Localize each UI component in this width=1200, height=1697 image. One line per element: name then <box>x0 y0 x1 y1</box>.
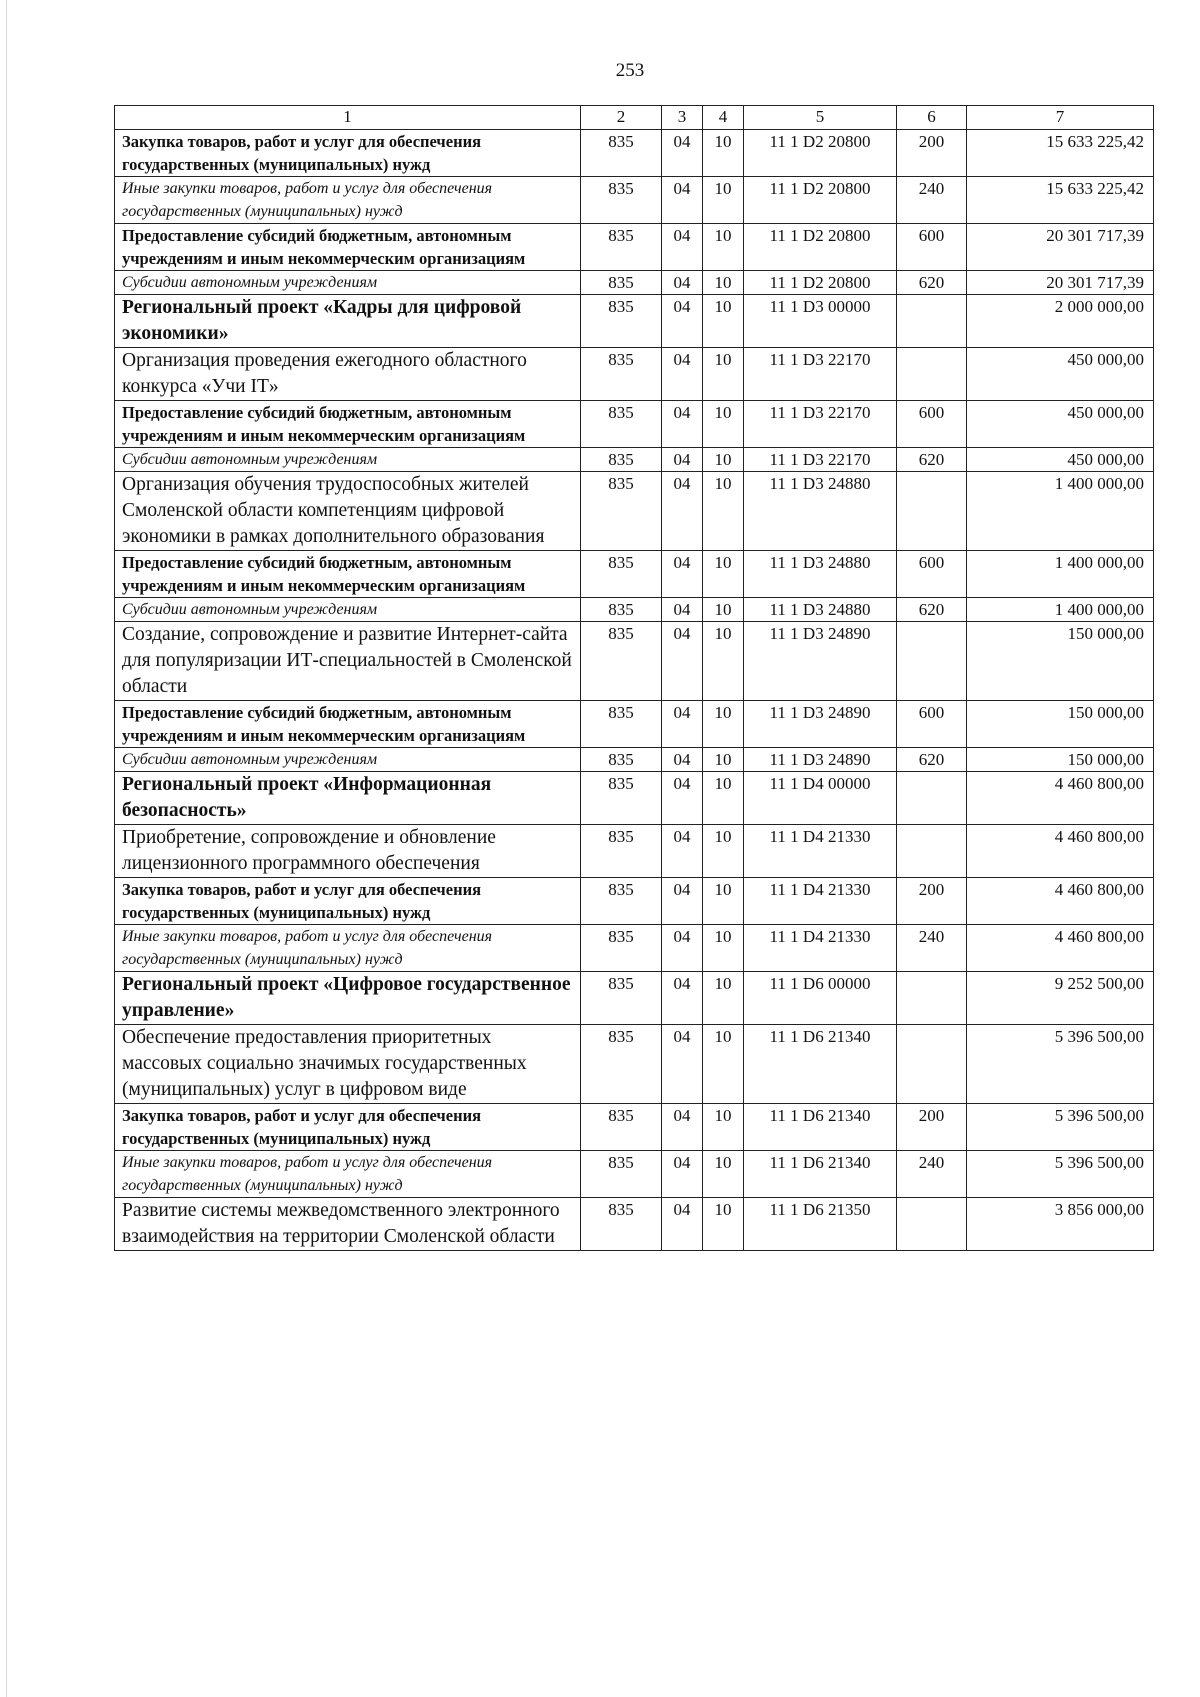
section-code: 04 <box>662 551 703 598</box>
row-name: Предоставление субсидий бюджетным, автономным учреждениям и иным некоммерческим организациям <box>115 551 581 598</box>
row-name: Субсидии автономным учреждениям <box>115 748 581 772</box>
target-article-code: 11 1 D4 21330 <box>744 825 897 878</box>
target-article-code: 11 1 D6 00000 <box>744 972 897 1025</box>
budget-table-body <box>115 106 1154 1251</box>
table-row <box>115 1104 1154 1151</box>
amount: 4 460 800,00 <box>967 772 1154 825</box>
section-code: 04 <box>662 271 703 295</box>
target-article-code: 11 1 D3 24880 <box>744 551 897 598</box>
expense-type-code <box>897 1025 967 1104</box>
target-article-code: 11 1 D6 21340 <box>744 1025 897 1104</box>
table-row <box>115 271 1154 295</box>
amount: 1 400 000,00 <box>967 598 1154 622</box>
section-code: 04 <box>662 878 703 925</box>
ministry-code: 835 <box>581 972 662 1025</box>
section-code: 04 <box>662 1198 703 1251</box>
amount: 20 301 717,39 <box>967 224 1154 271</box>
subsection-code: 10 <box>703 925 744 972</box>
target-article-code: 11 1 D2 20800 <box>744 271 897 295</box>
amount: 5 396 500,00 <box>967 1151 1154 1198</box>
subsection-code: 10 <box>703 1151 744 1198</box>
table-row <box>115 701 1154 748</box>
row-name: Субсидии автономным учреждениям <box>115 271 581 295</box>
row-name: Приобретение, сопровождение и обновление лицензионного программного обеспечения <box>115 825 581 878</box>
amount: 450 000,00 <box>967 448 1154 472</box>
ministry-code: 835 <box>581 1104 662 1151</box>
row-name: Субсидии автономным учреждениям <box>115 448 581 472</box>
target-article-code: 11 1 D3 24890 <box>744 701 897 748</box>
table-row <box>115 130 1154 177</box>
ministry-code: 835 <box>581 448 662 472</box>
subsection-code: 10 <box>703 622 744 701</box>
subsection-code: 10 <box>703 401 744 448</box>
scan-margin-line <box>6 0 7 1697</box>
target-article-code: 11 1 D2 20800 <box>744 224 897 271</box>
expense-type-code <box>897 295 967 348</box>
row-name: Создание, сопровождение и развитие Интернет-сайта для популяризации ИТ-специальностей в Смоленской области <box>115 622 581 701</box>
expense-type-code <box>897 348 967 401</box>
row-name: Развитие системы межведомственного электронного взаимодействия на территории Смоленской области <box>115 1198 581 1251</box>
section-code: 04 <box>662 348 703 401</box>
target-article-code: 11 1 D4 21330 <box>744 925 897 972</box>
target-article-code: 11 1 D4 00000 <box>744 772 897 825</box>
table-row <box>115 972 1154 1025</box>
section-code: 04 <box>662 1151 703 1198</box>
column-number: 4 <box>703 106 744 130</box>
subsection-code: 10 <box>703 271 744 295</box>
column-number: 3 <box>662 106 703 130</box>
target-article-code: 11 1 D3 22170 <box>744 448 897 472</box>
expense-type-code: 240 <box>897 925 967 972</box>
table-row <box>115 772 1154 825</box>
amount: 3 856 000,00 <box>967 1198 1154 1251</box>
expense-type-code: 620 <box>897 448 967 472</box>
ministry-code: 835 <box>581 1198 662 1251</box>
section-code: 04 <box>662 925 703 972</box>
ministry-code: 835 <box>581 622 662 701</box>
row-name: Предоставление субсидий бюджетным, автономным учреждениям и иным некоммерческим организациям <box>115 401 581 448</box>
subsection-code: 10 <box>703 130 744 177</box>
target-article-code: 11 1 D3 24880 <box>744 598 897 622</box>
subsection-code: 10 <box>703 224 744 271</box>
amount: 15 633 225,42 <box>967 130 1154 177</box>
ministry-code: 835 <box>581 401 662 448</box>
column-number: 1 <box>115 106 581 130</box>
ministry-code: 835 <box>581 130 662 177</box>
row-name: Региональный проект «Цифровое государственное управление» <box>115 972 581 1025</box>
page-number: 253 <box>615 60 645 81</box>
subsection-code: 10 <box>703 772 744 825</box>
ministry-code: 835 <box>581 348 662 401</box>
target-article-code: 11 1 D3 24890 <box>744 748 897 772</box>
target-article-code: 11 1 D2 20800 <box>744 130 897 177</box>
expense-type-code <box>897 622 967 701</box>
column-number: 6 <box>897 106 967 130</box>
ministry-code: 835 <box>581 825 662 878</box>
subsection-code: 10 <box>703 295 744 348</box>
table-row <box>115 348 1154 401</box>
target-article-code: 11 1 D3 24890 <box>744 622 897 701</box>
column-number: 5 <box>744 106 897 130</box>
subsection-code: 10 <box>703 472 744 551</box>
expense-type-code: 200 <box>897 878 967 925</box>
expense-type-code <box>897 825 967 878</box>
ministry-code: 835 <box>581 925 662 972</box>
ministry-code: 835 <box>581 772 662 825</box>
section-code: 04 <box>662 1104 703 1151</box>
subsection-code: 10 <box>703 448 744 472</box>
section-code: 04 <box>662 130 703 177</box>
table-row <box>115 551 1154 598</box>
row-name: Предоставление субсидий бюджетным, автономным учреждениям и иным некоммерческим организациям <box>115 701 581 748</box>
expense-type-code: 240 <box>897 177 967 224</box>
row-name: Закупка товаров, работ и услуг для обеспечения государственных (муниципальных) нужд <box>115 1104 581 1151</box>
table-row <box>115 448 1154 472</box>
target-article-code: 11 1 D6 21340 <box>744 1151 897 1198</box>
expense-type-code: 620 <box>897 598 967 622</box>
expense-type-code: 240 <box>897 1151 967 1198</box>
expense-type-code: 620 <box>897 271 967 295</box>
row-name: Региональный проект «Информационная безопасность» <box>115 772 581 825</box>
ministry-code: 835 <box>581 224 662 271</box>
expense-type-code <box>897 1198 967 1251</box>
row-name: Закупка товаров, работ и услуг для обеспечения государственных (муниципальных) нужд <box>115 878 581 925</box>
table-row <box>115 622 1154 701</box>
target-article-code: 11 1 D3 00000 <box>744 295 897 348</box>
table-row <box>115 748 1154 772</box>
row-name: Региональный проект «Кадры для цифровой экономики» <box>115 295 581 348</box>
target-article-code: 11 1 D6 21350 <box>744 1198 897 1251</box>
section-code: 04 <box>662 772 703 825</box>
section-code: 04 <box>662 825 703 878</box>
subsection-code: 10 <box>703 878 744 925</box>
subsection-code: 10 <box>703 972 744 1025</box>
target-article-code: 11 1 D3 22170 <box>744 401 897 448</box>
ministry-code: 835 <box>581 551 662 598</box>
expense-type-code: 600 <box>897 224 967 271</box>
table-row <box>115 224 1154 271</box>
section-code: 04 <box>662 701 703 748</box>
expense-type-code <box>897 972 967 1025</box>
table-row <box>115 472 1154 551</box>
amount: 1 400 000,00 <box>967 472 1154 551</box>
row-name: Обеспечение предоставления приоритетных массовых социально значимых государственных (муниципальных) услуг в цифровом виде <box>115 1025 581 1104</box>
table-row <box>115 1151 1154 1198</box>
section-code: 04 <box>662 1025 703 1104</box>
section-code: 04 <box>662 622 703 701</box>
subsection-code: 10 <box>703 825 744 878</box>
column-number: 7 <box>967 106 1154 130</box>
ministry-code: 835 <box>581 472 662 551</box>
expense-type-code: 600 <box>897 401 967 448</box>
table-row <box>115 401 1154 448</box>
ministry-code: 835 <box>581 295 662 348</box>
subsection-code: 10 <box>703 348 744 401</box>
row-name: Иные закупки товаров, работ и услуг для обеспечения государственных (муниципальных) нужд <box>115 1151 581 1198</box>
expense-type-code: 200 <box>897 130 967 177</box>
amount: 9 252 500,00 <box>967 972 1154 1025</box>
table-row <box>115 1025 1154 1104</box>
subsection-code: 10 <box>703 1198 744 1251</box>
target-article-code: 11 1 D2 20800 <box>744 177 897 224</box>
expense-type-code: 200 <box>897 1104 967 1151</box>
table-row <box>115 1198 1154 1251</box>
column-number-row <box>115 106 1154 130</box>
amount: 4 460 800,00 <box>967 925 1154 972</box>
subsection-code: 10 <box>703 748 744 772</box>
subsection-code: 10 <box>703 551 744 598</box>
target-article-code: 11 1 D6 21340 <box>744 1104 897 1151</box>
table-row <box>115 878 1154 925</box>
ministry-code: 835 <box>581 1151 662 1198</box>
amount: 150 000,00 <box>967 622 1154 701</box>
row-name: Организация обучения трудоспособных жителей Смоленской области компетенциям цифровой экономики в рамках дополнительного образования <box>115 472 581 551</box>
target-article-code: 11 1 D3 22170 <box>744 348 897 401</box>
amount: 5 396 500,00 <box>967 1104 1154 1151</box>
row-name: Закупка товаров, работ и услуг для обеспечения государственных (муниципальных) нужд <box>115 130 581 177</box>
amount: 4 460 800,00 <box>967 878 1154 925</box>
target-article-code: 11 1 D3 24880 <box>744 472 897 551</box>
table-row <box>115 295 1154 348</box>
subsection-code: 10 <box>703 177 744 224</box>
column-number: 2 <box>581 106 662 130</box>
amount: 150 000,00 <box>967 748 1154 772</box>
section-code: 04 <box>662 177 703 224</box>
budget-table <box>114 105 1154 1251</box>
ministry-code: 835 <box>581 748 662 772</box>
target-article-code: 11 1 D4 21330 <box>744 878 897 925</box>
section-code: 04 <box>662 972 703 1025</box>
amount: 15 633 225,42 <box>967 177 1154 224</box>
section-code: 04 <box>662 224 703 271</box>
ministry-code: 835 <box>581 598 662 622</box>
amount: 1 400 000,00 <box>967 551 1154 598</box>
table-row <box>115 598 1154 622</box>
ministry-code: 835 <box>581 177 662 224</box>
expense-type-code <box>897 772 967 825</box>
row-name: Предоставление субсидий бюджетным, автономным учреждениям и иным некоммерческим организациям <box>115 224 581 271</box>
section-code: 04 <box>662 598 703 622</box>
row-name: Субсидии автономным учреждениям <box>115 598 581 622</box>
row-name: Организация проведения ежегодного областного конкурса «Учи IT» <box>115 348 581 401</box>
ministry-code: 835 <box>581 1025 662 1104</box>
table-row <box>115 925 1154 972</box>
amount: 150 000,00 <box>967 701 1154 748</box>
ministry-code: 835 <box>581 878 662 925</box>
amount: 450 000,00 <box>967 348 1154 401</box>
amount: 20 301 717,39 <box>967 271 1154 295</box>
amount: 4 460 800,00 <box>967 825 1154 878</box>
subsection-code: 10 <box>703 598 744 622</box>
row-name: Иные закупки товаров, работ и услуг для обеспечения государственных (муниципальных) нужд <box>115 925 581 972</box>
subsection-code: 10 <box>703 1104 744 1151</box>
table-row <box>115 177 1154 224</box>
expense-type-code: 600 <box>897 551 967 598</box>
section-code: 04 <box>662 295 703 348</box>
section-code: 04 <box>662 748 703 772</box>
section-code: 04 <box>662 472 703 551</box>
ministry-code: 835 <box>581 271 662 295</box>
row-name: Иные закупки товаров, работ и услуг для обеспечения государственных (муниципальных) нужд <box>115 177 581 224</box>
ministry-code: 835 <box>581 701 662 748</box>
section-code: 04 <box>662 448 703 472</box>
expense-type-code: 620 <box>897 748 967 772</box>
table-row <box>115 825 1154 878</box>
amount: 2 000 000,00 <box>967 295 1154 348</box>
amount: 5 396 500,00 <box>967 1025 1154 1104</box>
expense-type-code <box>897 472 967 551</box>
amount: 450 000,00 <box>967 401 1154 448</box>
subsection-code: 10 <box>703 1025 744 1104</box>
expense-type-code: 600 <box>897 701 967 748</box>
subsection-code: 10 <box>703 701 744 748</box>
section-code: 04 <box>662 401 703 448</box>
